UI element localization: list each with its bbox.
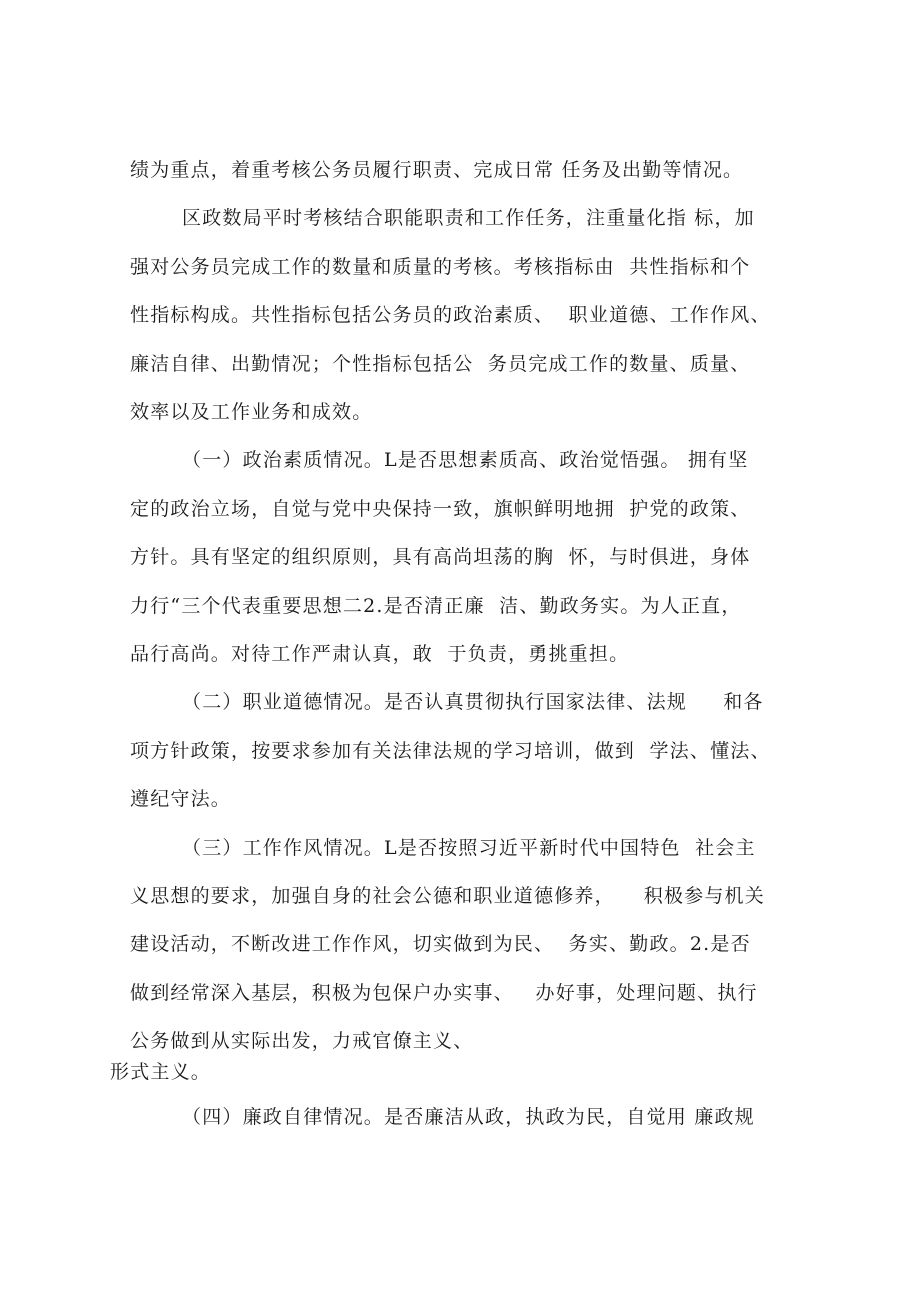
text-line: 定的政治立场，自觉与党中央保持一致，旗帜鲜明地拥 护党的政策、 bbox=[130, 498, 751, 520]
text-line: 区政数局平时考核结合职能职责和工作任务，注重量化指 标，加 bbox=[182, 207, 755, 229]
text-line: 义思想的要求，加强自身的社会公德和职业道德修养， 积极参与机关 bbox=[130, 885, 765, 907]
text-line: 廉洁自律、出勤情况；个性指标包括公 务员完成工作的数量、质量、 bbox=[130, 353, 751, 375]
text-line: （四）廉政自律情况。是否廉洁从政，执政为民，自觉用 廉政规 bbox=[182, 1106, 755, 1128]
text-line: 方针。具有坚定的组织原则，具有高尚坦荡的胸 怀，与时俱进，身体 bbox=[130, 546, 751, 568]
text-line: 绩为重点，着重考核公务员履行职责、完成日常 任务及出勤等情况。 bbox=[130, 159, 744, 181]
text-line: 力行“三个代表重要思想二2.是否清正廉 洁、勤政务实。为人正直， bbox=[130, 595, 742, 617]
text-line: 公务做到从实际出发，力戒官僚主义、 bbox=[130, 1030, 474, 1052]
text-line: （二）职业道德情况。是否认真贯彻执行国家法律、法规 和各 bbox=[182, 691, 764, 713]
text-line: 性指标构成。共性指标包括公务员的政治素质、 职业道德、工作作风、 bbox=[130, 304, 771, 326]
text-line: 项方针政策，按要求参加有关法律法规的学习培训，做到 学法、懂法、 bbox=[130, 740, 771, 762]
text-line: （三）工作作风情况。L是否按照习近平新时代中国特色 社会主 bbox=[182, 837, 756, 859]
text-line: 效率以及工作业务和成效。 bbox=[130, 401, 373, 423]
text-line: 形式主义。 bbox=[110, 1061, 212, 1083]
text-line: 品行高尚。对待工作严肃认真，敢 于负责，勇挑重担。 bbox=[130, 643, 630, 665]
text-line: （一）政治素质情况。L是否思想素质高、政治觉悟强。 拥有坚 bbox=[182, 449, 749, 471]
text-line: 建设活动，不断改进工作作风，切实做到为民、 务实、勤政。2.是否 bbox=[130, 933, 751, 955]
text-line: 做到经常深入基层，积极为包保户办实事、 办好事，处理问题、执行 bbox=[130, 982, 758, 1004]
text-line: 遵纪守法。 bbox=[130, 788, 232, 810]
text-line: 强对公务员完成工作的数量和质量的考核。考核指标由 共性指标和个 bbox=[130, 256, 751, 278]
